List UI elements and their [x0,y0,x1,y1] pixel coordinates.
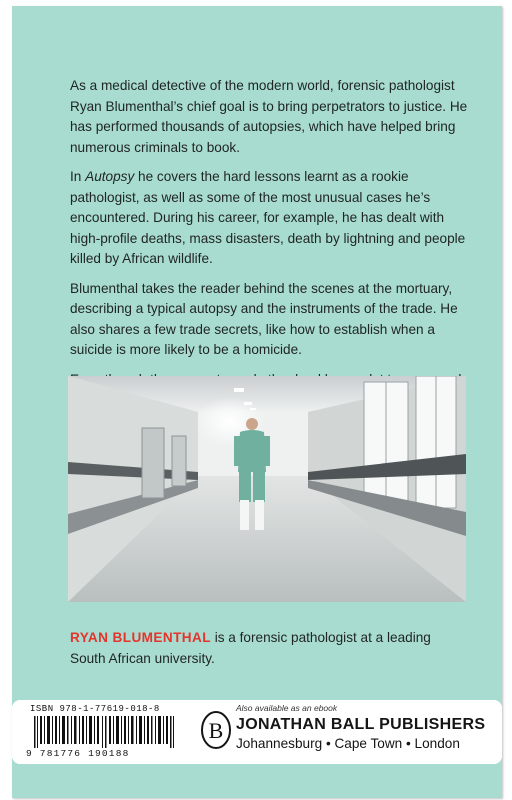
author-description: is a forensic pathologist at a leading South African university. [70,630,431,666]
publisher-bar [12,700,502,764]
author-name: RYAN BLUMENTHAL [70,630,211,645]
publisher-cities: Johannesburg • Cape Town • London [236,736,460,751]
publisher-logo-icon [200,710,232,750]
blurb-paragraph-2 [70,167,470,270]
blurb [70,76,470,420]
book-back-cover [12,6,502,798]
hospital-corridor-photo [68,376,466,602]
ebook-note: Also available as an ebook [236,703,338,713]
blurb-paragraph-1: As a medical detective of the modern world, forensic pathologist Ryan Blumenthal’s chief goal is to bring perpetrators to justice. He has performed thousands of autopsies, which have helped bring numerous criminals to book. [70,78,468,155]
barcode-icon [26,716,196,748]
blurb-paragraph-2-prefix: In [70,169,86,184]
publisher-name: JONATHAN BALL PUBLISHERS [236,716,486,733]
book-title: Autopsy [85,169,135,184]
barcode-block [26,704,196,760]
blurb-paragraph-2-rest: he covers the hard lessons learnt as a rookie pathologist, as well as some of the most unusual cases he’s encountered. During his career, for example, he has dealt with high-profile deaths, mass disasters, death by lightning and people killed by African wildlife. [70,169,466,266]
author-bio [70,628,470,669]
barcode-digits: 9 781776 190188 [26,748,130,759]
logo-letter: B [208,718,224,743]
blurb-paragraph-3: Blumenthal takes the reader behind the scenes at the mortuary, describing a typical autopsy and the instruments of the trade. He also shares a few trade secrets, like how to establish when a suicide is more likely to be a homicide. [70,280,458,357]
isbn-text: ISBN 978-1-77619-018-8 [30,704,160,714]
